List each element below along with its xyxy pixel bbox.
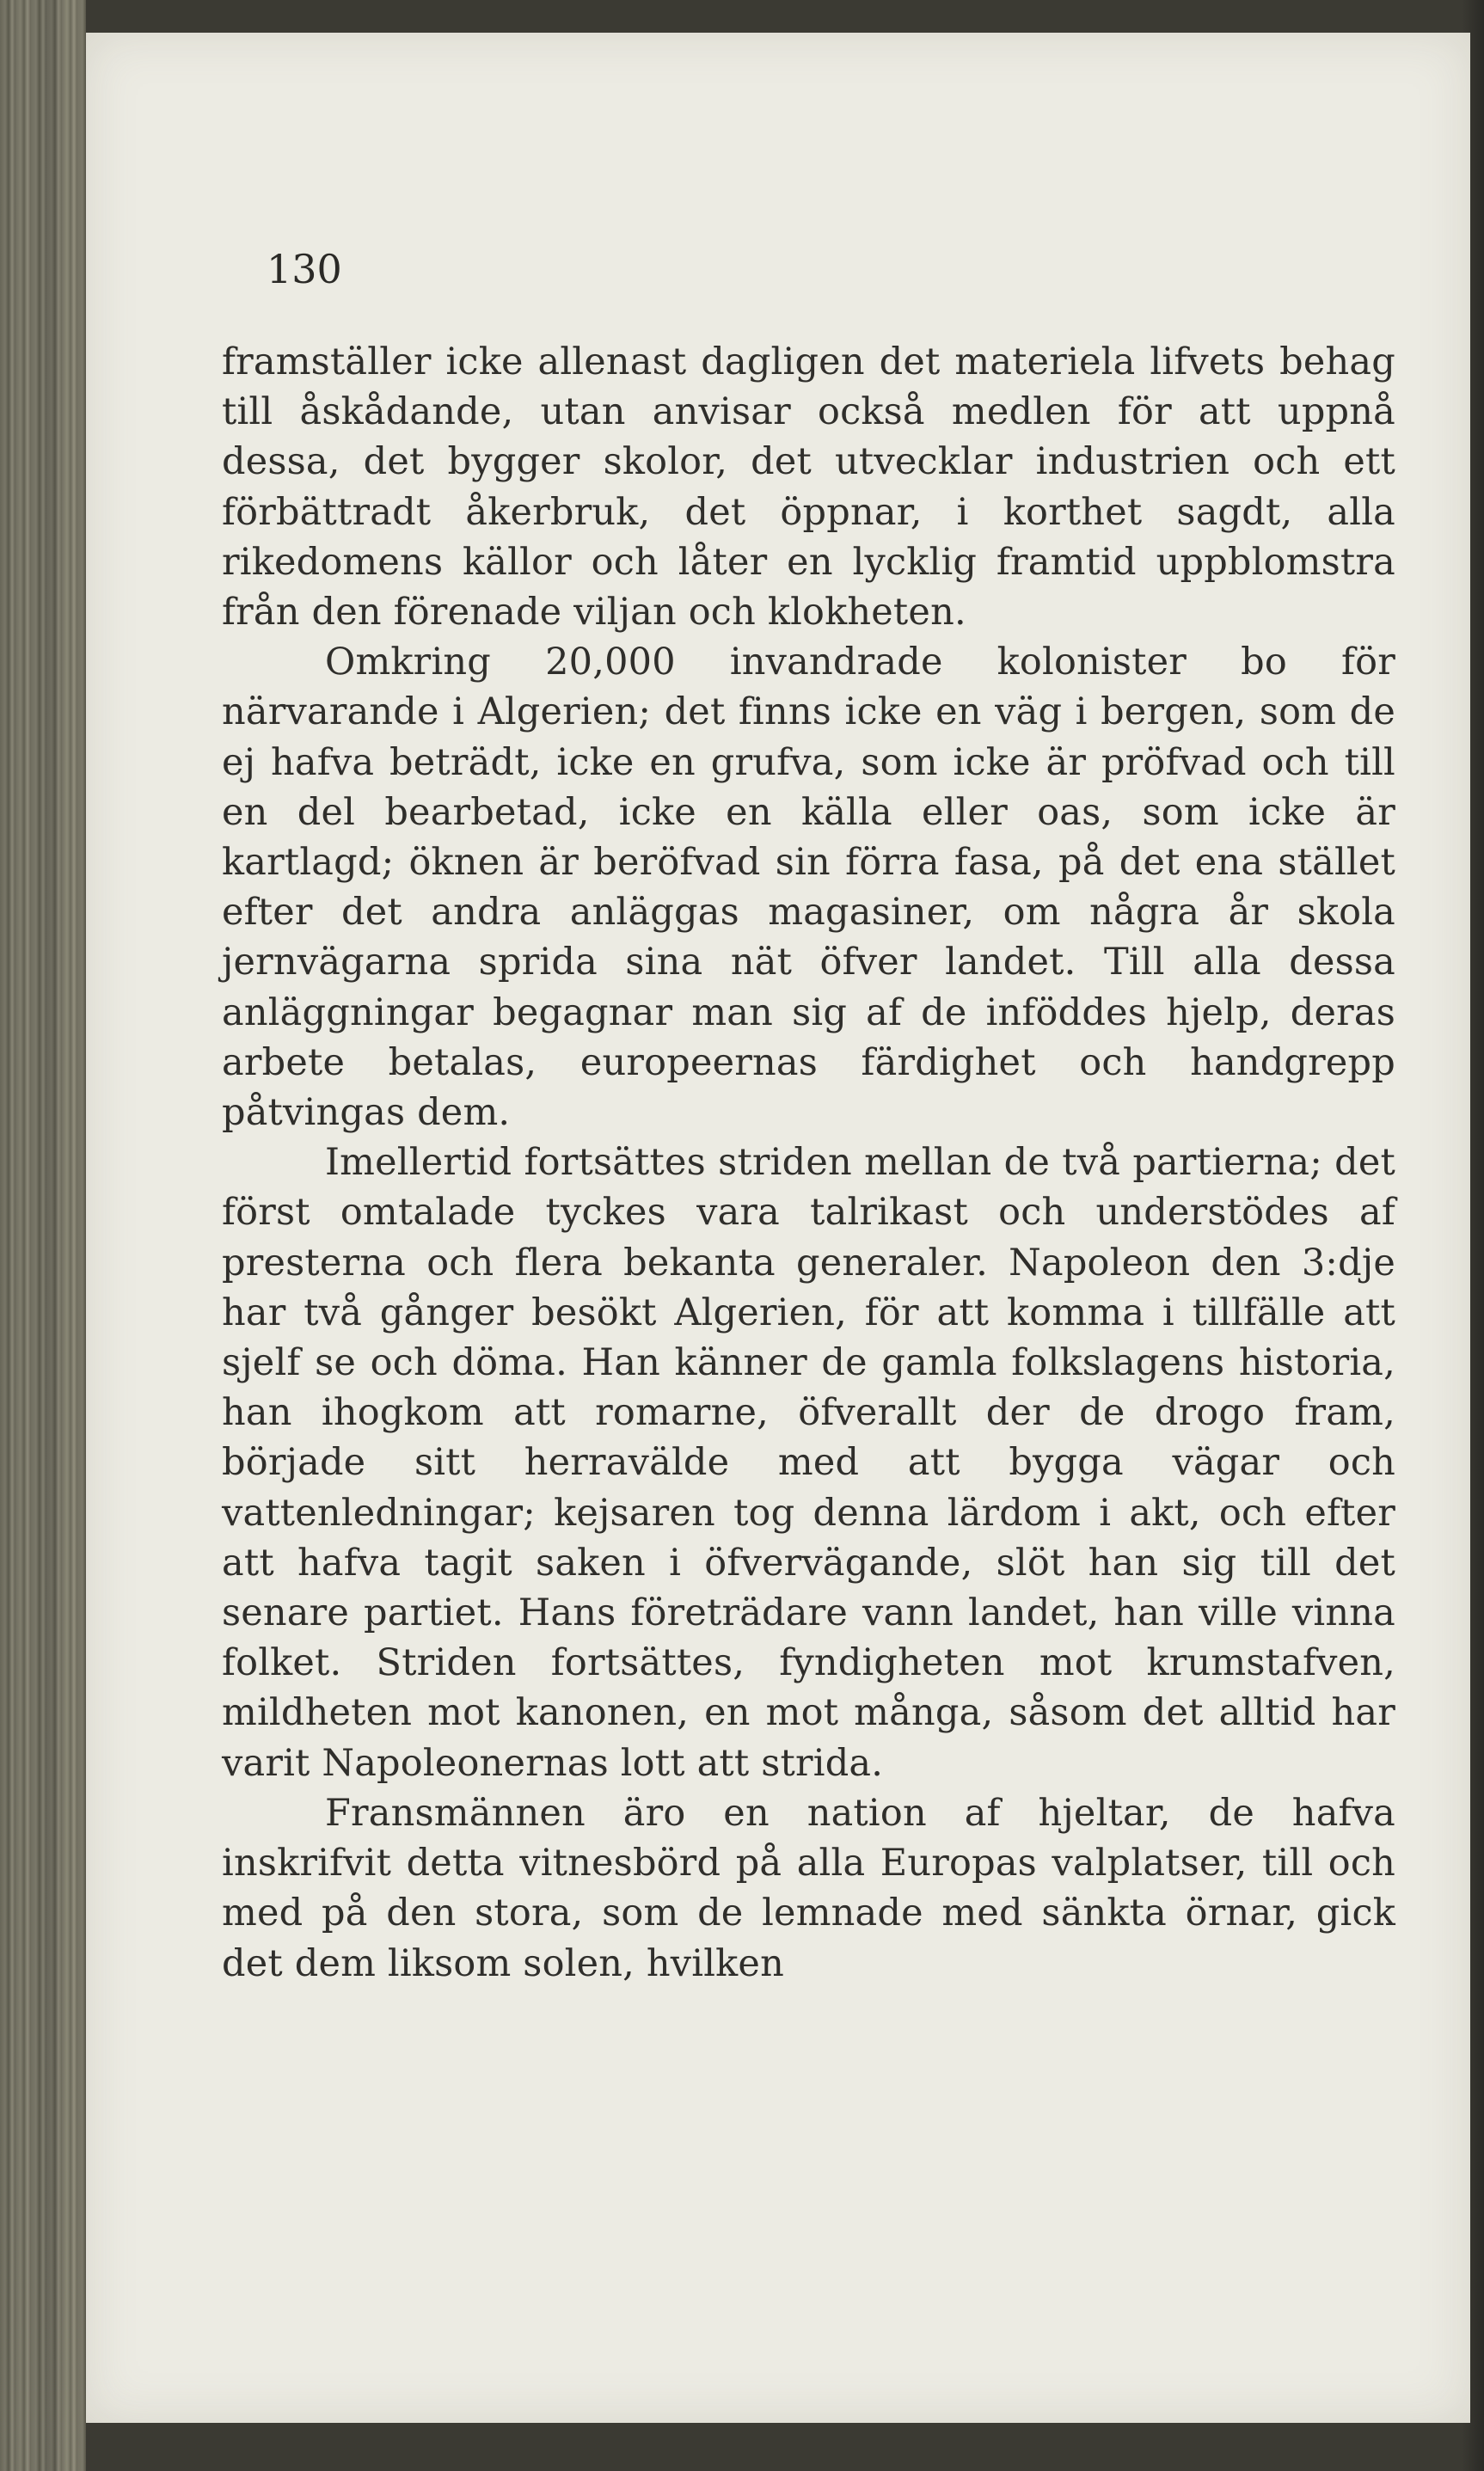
body-text (222, 337, 1395, 1989)
paragraph-2: Omkring 20,000 invandrade kolonister bo för närvarande i Algerien; det finns icke en väg i bergen, som de ej hafva beträdt, icke en grufva, som icke är pröfvad och till en del bearbetad, icke en källa eller oas, som icke är kartlagd; öknen är beröfvad sin förra fasa, på det ena stället efter det andra anläggas magasiner, om några år skola jernvägarna sprida sina nät öfver landet. Till alla dessa anläggningar begagnar man sig af de inföddes hjelp, deras arbete betalas, europeernas färdighet och handgrepp påtvingas dem. (222, 641, 1395, 1135)
page-number: 130 (267, 246, 342, 292)
paragraph-4: Fransmännen äro en nation af hjeltar, de hafva inskrifvit detta vitnesbörd på alla Europas valplatser, till och med på den stora, som de lemnade med sänkta örnar, gick det dem liksom solen, hvilken (222, 1791, 1395, 1985)
paragraph-3: Imellertid fortsättes striden mellan de två partierna; det först omtalade tyckes vara talrikast och understödes af presterna och flera bekanta generaler. Napoleon den 3:dje har två gånger besökt Algerien, för att komma i tillfälle att sjelf se och döma. Han känner de gamla folkslagens historia, han ihogkom att romarne, öfverallt der de drogo fram, började sitt herravälde med att bygga vägar och vattenledningar; kejsaren tog denna lärdom i akt, och efter att hafva tagit saken i öfvervägande, slöt han sig till det senare partiet. Hans företrädare vann landet, han ville vinna folket. Striden fortsättes, fyndigheten mot krumstafven, mildheten mot kanonen, en mot många, såsom det alltid har varit Napoleonernas lott att strida. (222, 1141, 1395, 1785)
paragraph-1: framställer icke allenast dagligen det materiela lifvets behag till åskådande, utan anvisar också medlen för att uppnå dessa, det bygger skolor, det utvecklar industrien och ett förbättradt åkerbruk, det öppnar, i korthet sagdt, alla rikedomens källor och låter en lycklig framtid uppblomstra från den förenade viljan och klokheten. (222, 340, 1395, 635)
book-binding-edge (0, 0, 86, 2471)
